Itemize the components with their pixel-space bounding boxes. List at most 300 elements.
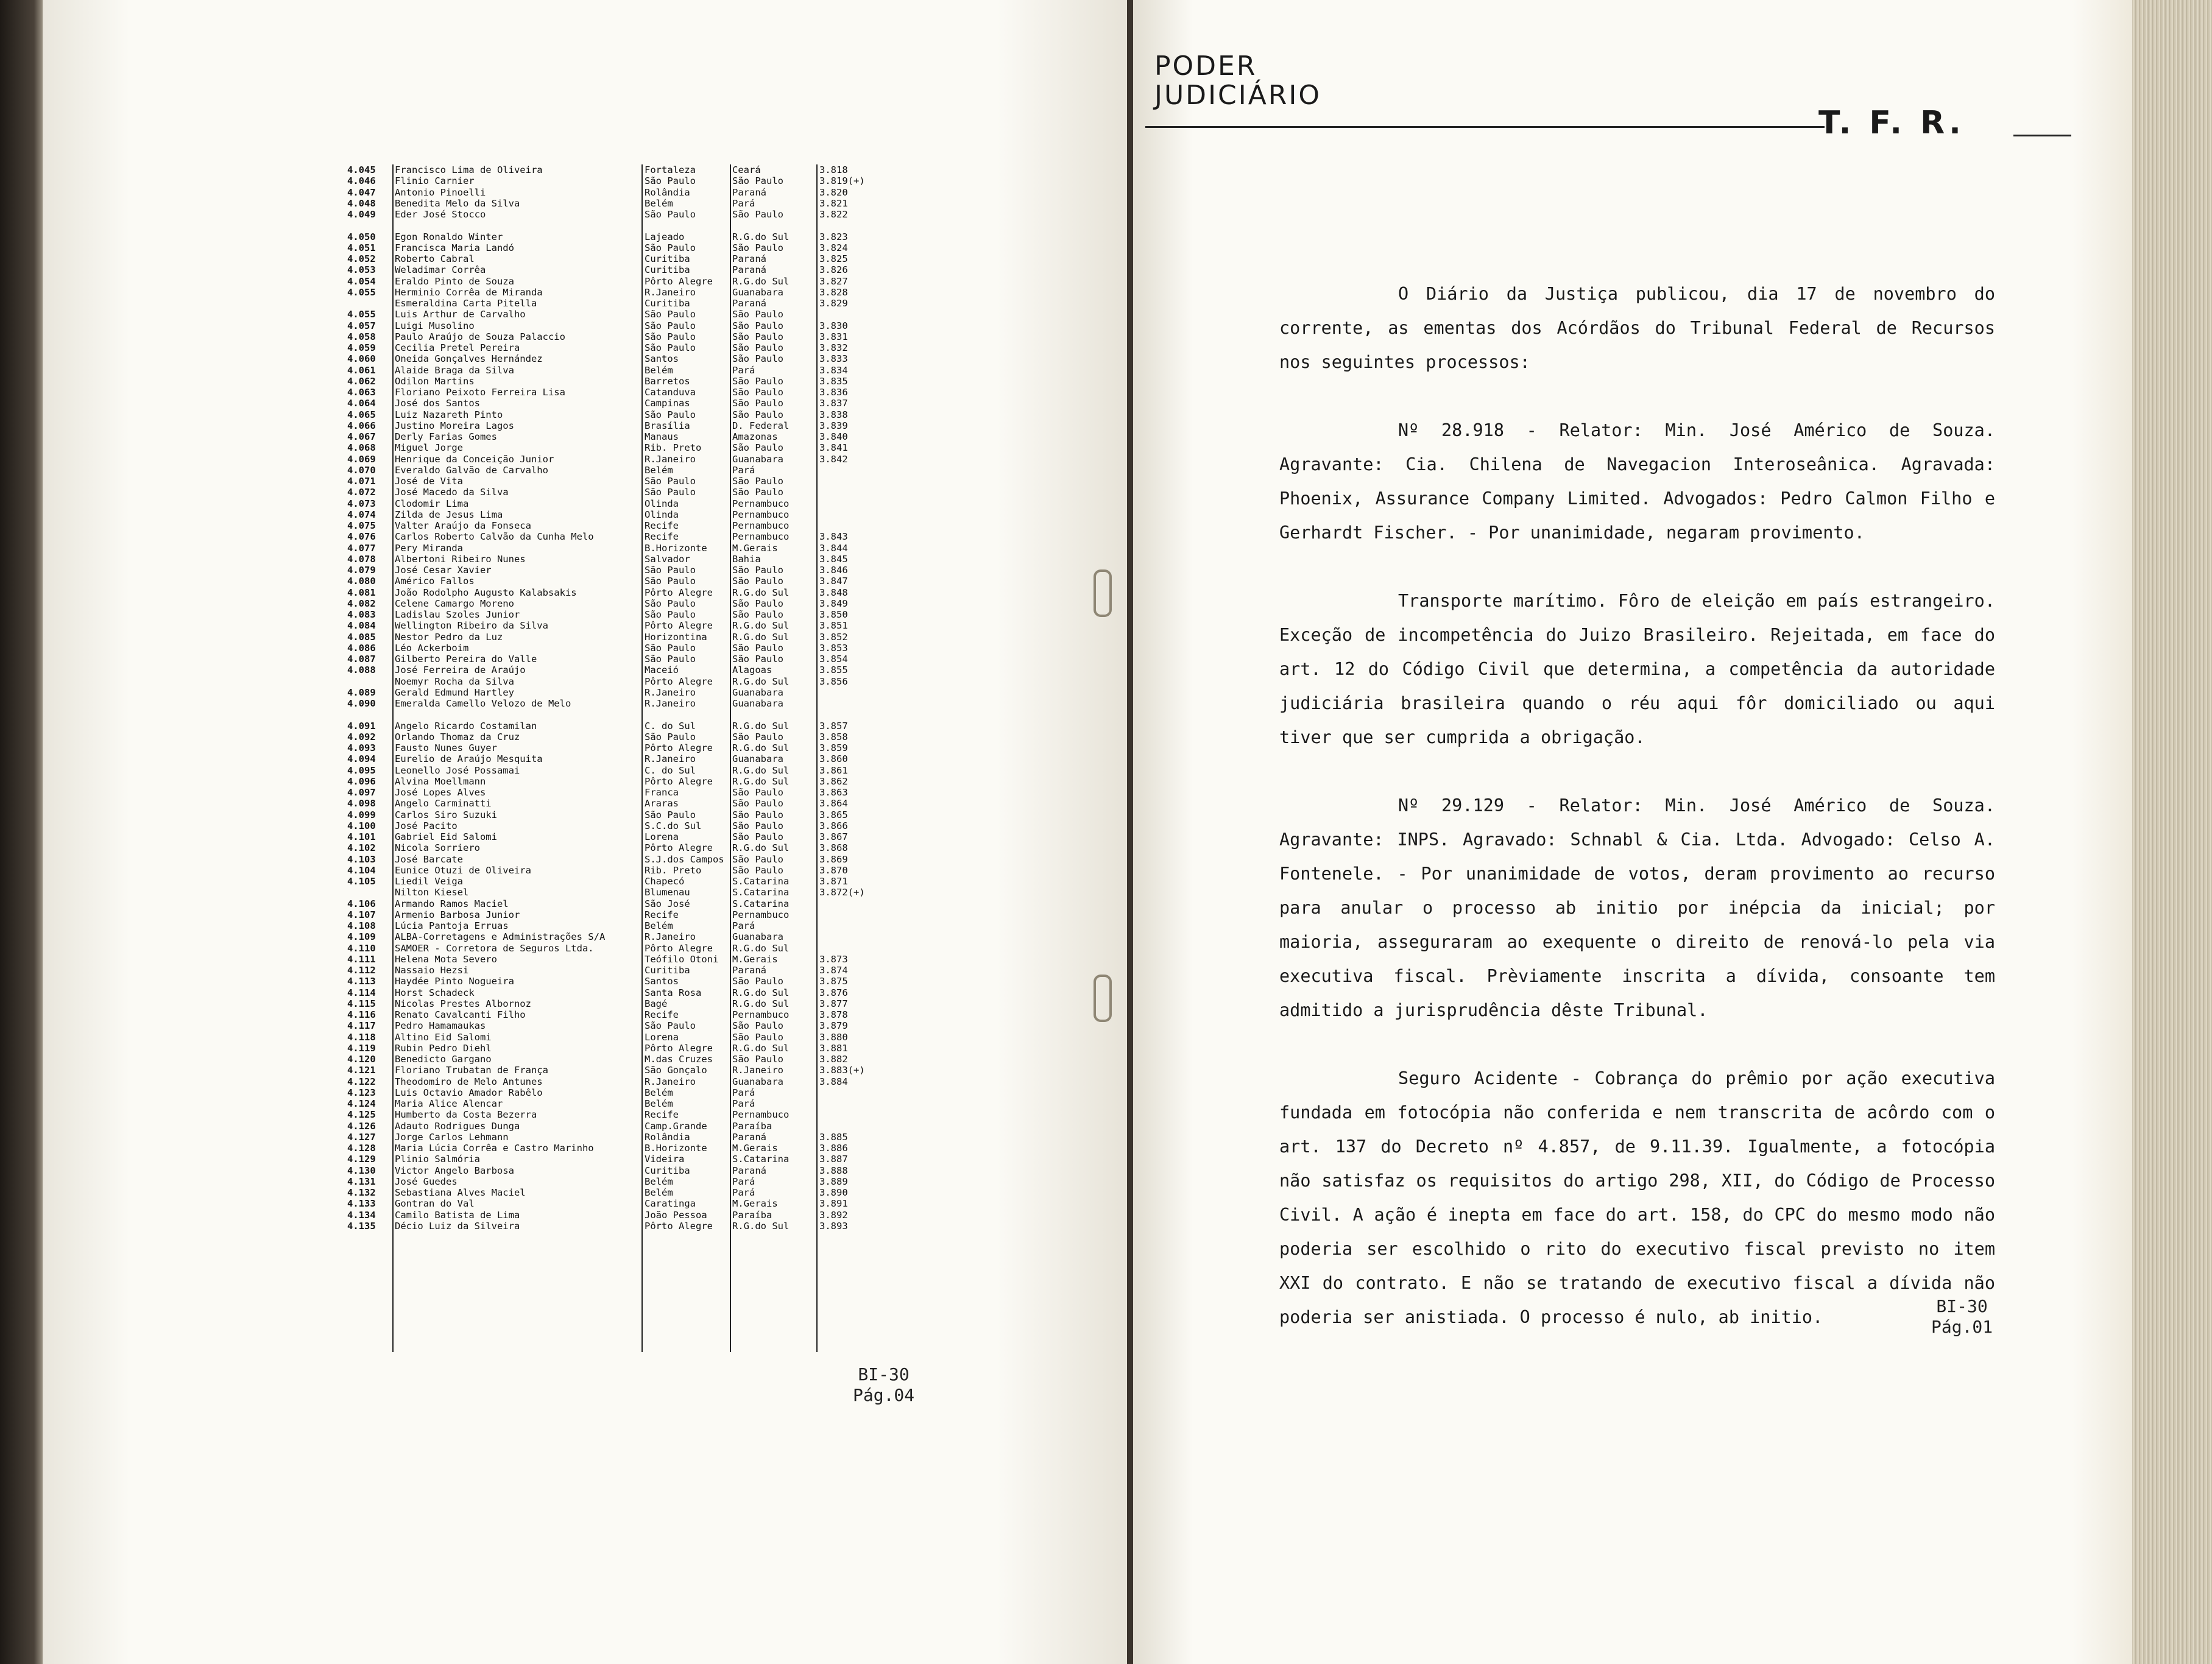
ledger-row (347, 820, 883, 831)
ledger-row (347, 420, 883, 431)
entry-code: 3.859 (819, 742, 848, 753)
entry-number: 4.128 (347, 1143, 376, 1154)
ledger-row (347, 276, 883, 287)
entry-city: Santa Rosa (645, 987, 702, 998)
entry-code: 3.860 (819, 753, 848, 765)
entry-city: B.Horizonte (645, 542, 707, 554)
ledger-row (347, 654, 883, 665)
entry-number: 4.077 (347, 542, 376, 554)
ledger-row (347, 1132, 883, 1143)
ledger-row (347, 965, 883, 976)
entry-state: São Paulo (732, 787, 783, 798)
entry-state: São Paulo (732, 342, 783, 353)
ledger-row (347, 687, 883, 698)
entry-name: Jorge Carlos Lehmann (395, 1131, 509, 1143)
ledger-row (347, 1020, 883, 1031)
entry-code: 3.863 (819, 787, 848, 798)
ledger-row (347, 398, 883, 409)
entry-code: 3.846 (819, 565, 848, 576)
ledger-row (347, 776, 883, 787)
entry-code: 3.847 (819, 576, 848, 587)
ledger-row (347, 954, 883, 965)
ledger-row (347, 209, 883, 220)
ledger-row (347, 732, 883, 742)
entry-state: São Paulo (732, 976, 783, 987)
entry-city: São Paulo (645, 409, 696, 420)
entry-number: 4.115 (347, 998, 376, 1009)
header-title (1154, 52, 1321, 110)
entry-name: Luis Octavio Amador Rabêlo (395, 1087, 543, 1098)
entry-number: 4.071 (347, 476, 376, 487)
ledger-row (347, 164, 883, 175)
entry-state: R.G.do Sul (732, 775, 790, 787)
entry-number: 4.079 (347, 565, 376, 576)
entry-code: 3.854 (819, 654, 848, 665)
entry-state: R.G.do Sul (732, 942, 790, 954)
entry-city: Salvador (645, 553, 690, 565)
entry-number: 4.061 (347, 364, 376, 376)
ledger-row (347, 331, 883, 342)
entry-name: Altino Eid Salomi (395, 1031, 492, 1043)
entry-number: 4.109 (347, 931, 376, 943)
entry-city: R.Janeiro (645, 453, 696, 465)
entry-state: Paraná (732, 965, 766, 976)
entry-state: Pará (732, 364, 755, 376)
ledger-row (347, 387, 883, 398)
entry-name: Theodomiro de Melo Antunes (395, 1076, 543, 1087)
entry-name: Rubin Pedro Diehl (395, 1042, 492, 1054)
entry-state: Pernambuco (732, 509, 790, 520)
entry-name: Helena Mota Severo (395, 953, 497, 965)
body-text (1279, 277, 1995, 1369)
entry-name: Ladislau Szoles Junior (395, 609, 520, 620)
entry-city: R.Janeiro (645, 286, 696, 298)
entry-state: Guanabara (732, 453, 783, 465)
entry-code: 3.882 (819, 1054, 848, 1065)
entry-name: Angelo Carminatti (395, 798, 492, 809)
entry-number: 4.135 (347, 1220, 376, 1232)
ledger-row (347, 1210, 883, 1221)
entry-code: 3.835 (819, 375, 848, 387)
entry-name: Sebastiana Alves Maciel (395, 1187, 526, 1198)
entry-name: Wellington Ribeiro da Silva (395, 620, 548, 632)
entry-city: Fortaleza (645, 164, 696, 175)
entry-code: 3.851 (819, 620, 848, 632)
entry-code: 3.864 (819, 798, 848, 809)
ledger-row (347, 543, 883, 554)
entry-state: São Paulo (732, 731, 783, 742)
ledger-row (347, 1076, 883, 1087)
entry-code: 3.868 (819, 842, 848, 854)
entry-state: São Paulo (732, 209, 783, 220)
entry-number: 4.064 (347, 398, 376, 409)
ledger-row (347, 787, 883, 798)
entry-name: Nestor Pedro da Luz (395, 631, 503, 643)
entry-name: Egon Ronaldo Winter (395, 231, 503, 242)
ledger-row (347, 943, 883, 954)
entry-city: São Paulo (645, 342, 696, 353)
entry-code: 3.831 (819, 331, 848, 342)
entry-state: Pará (732, 920, 755, 931)
entry-state: D. Federal (732, 420, 790, 431)
entry-code: 3.833 (819, 353, 848, 365)
entry-name: Noemyr Rocha da Silva (395, 675, 514, 687)
entry-name: José Macedo da Silva (395, 487, 509, 498)
entry-city: Barretos (645, 375, 690, 387)
ledger-row (347, 753, 883, 764)
entry-name: Haydée Pinto Nogueira (395, 976, 514, 987)
entry-number: 4.104 (347, 864, 376, 876)
entry-state: Paraná (732, 264, 766, 276)
header-rule-end (2013, 135, 2071, 136)
ledger-row (347, 887, 883, 898)
entry-name: Armenio Barbosa Junior (395, 909, 520, 920)
entry-code: 3.887 (819, 1154, 848, 1165)
entry-name: Benedicto Gargano (395, 1054, 492, 1065)
entry-name: Francisco Lima de Oliveira (395, 164, 543, 175)
entry-name: Zilda de Jesus Lima (395, 509, 503, 520)
entry-name: Francisca Maria Landó (395, 242, 514, 253)
entry-number: 4.075 (347, 520, 376, 531)
ledger-row (347, 220, 883, 231)
entry-state: R.G.do Sul (732, 720, 790, 732)
entry-name: Décio Luiz da Silveira (395, 1220, 520, 1232)
ledger-row (347, 565, 883, 576)
entry-city: Teófilo Otoni (645, 953, 719, 965)
ledger-row (347, 643, 883, 654)
entry-code: 3.865 (819, 809, 848, 820)
staple-icon (1094, 975, 1112, 1022)
entry-state: São Paulo (732, 409, 783, 420)
entry-state: Pernambuco (732, 1109, 790, 1121)
entry-number: 4.125 (347, 1109, 376, 1121)
entry-state: São Paulo (732, 242, 783, 253)
ledger-row (347, 1087, 883, 1098)
entry-number: 4.053 (347, 264, 376, 276)
ledger-row (347, 1187, 883, 1198)
entry-code: 3.892 (819, 1209, 848, 1221)
entry-city: R.Janeiro (645, 686, 696, 698)
entry-number: 4.091 (347, 720, 376, 732)
entry-state: M.Gerais (732, 1143, 778, 1154)
entry-state: São Paulo (732, 853, 783, 865)
entry-code: 3.890 (819, 1187, 848, 1198)
entry-number: 4.096 (347, 775, 376, 787)
entry-number: 4.100 (347, 820, 376, 831)
entry-name: Eraldo Pinto de Souza (395, 275, 514, 287)
entry-state: R.G.do Sul (732, 587, 790, 598)
entry-city: M.das Cruzes (645, 1054, 713, 1065)
entry-city: S.J.dos Campos (645, 853, 724, 865)
entry-city: Rolândia (645, 186, 690, 198)
entry-city: Catanduva (645, 387, 696, 398)
entry-number: 4.111 (347, 953, 376, 965)
ledger-row (347, 1098, 883, 1109)
entry-name: Derly Farias Gomes (395, 431, 497, 442)
entry-code: 3.829 (819, 298, 848, 309)
entry-name: Gontran do Val (395, 1198, 475, 1210)
entry-state: Paraná (732, 1165, 766, 1176)
entry-code: 3.866 (819, 820, 848, 831)
entry-state: R.G.do Sul (732, 620, 790, 632)
ledger-row (347, 620, 883, 631)
entry-number: 4.134 (347, 1209, 376, 1221)
entry-city: Belém (645, 464, 673, 476)
entry-city: Chapecó (645, 876, 685, 887)
entry-city: Santos (645, 976, 679, 987)
entry-name: Albertoni Ribeiro Nunes (395, 553, 526, 565)
entry-name: Floriano Peixoto Ferreira Lisa (395, 387, 565, 398)
entry-name: Clodomir Lima (395, 498, 469, 509)
entry-name: Alaide Braga da Silva (395, 364, 514, 376)
entry-code: 3.891 (819, 1198, 848, 1210)
entry-name: Antonio Pinoelli (395, 186, 486, 198)
entry-city: Curitiba (645, 965, 690, 976)
entry-state: São Paulo (732, 375, 783, 387)
entry-number: 4.073 (347, 498, 376, 509)
ledger-row (347, 698, 883, 709)
entry-state: São Paulo (732, 864, 783, 876)
entry-number: 4.101 (347, 831, 376, 842)
entry-name: José Barcate (395, 853, 463, 865)
bulletin-number: BI-30 (858, 1364, 910, 1384)
entry-name: Justino Moreira Lagos (395, 420, 514, 431)
entry-name: Roberto Cabral (395, 253, 475, 264)
entry-city: Maceió (645, 665, 679, 676)
entry-number: 4.054 (347, 275, 376, 287)
paragraph: O Diário da Justiça publicou, dia 17 de novembro do corrente, as ementas dos Acórdãos do Tribunal Federal de Recursos nos seguintes processos: (1279, 284, 1995, 372)
ledger-row (347, 842, 883, 853)
entry-number: 4.078 (347, 553, 376, 565)
entry-name: Oneida Gonçalves Hernández (395, 353, 543, 365)
entry-city: São Paulo (645, 476, 696, 487)
entry-state: São Paulo (732, 831, 783, 842)
entry-state: São Paulo (732, 353, 783, 365)
entry-city: Franca (645, 787, 679, 798)
entry-state: R.G.do Sul (732, 231, 790, 242)
entry-name: ALBA-Corretagens e Administrações S/A (395, 931, 606, 943)
entry-number: 4.081 (347, 587, 376, 598)
entry-state: São Paulo (732, 309, 783, 320)
entry-code: 3.849 (819, 598, 848, 609)
ledger-row (347, 198, 883, 209)
entry-name: Nicola Sorriero (395, 842, 480, 854)
entry-code: 3.855 (819, 665, 848, 676)
entry-city: C. do Sul (645, 764, 696, 776)
entry-code: 3.867 (819, 831, 848, 842)
entry-city: São Paulo (645, 487, 696, 498)
entry-code: 3.862 (819, 775, 848, 787)
entry-city: Curitiba (645, 298, 690, 309)
entry-city: R.Janeiro (645, 1076, 696, 1087)
ledger-row (347, 854, 883, 865)
entry-state: Guanabara (732, 686, 783, 698)
entry-name: Fausto Nunes Guyer (395, 742, 497, 753)
entry-state: S.Catarina (732, 898, 790, 909)
entry-name: Armando Ramos Maciel (395, 898, 509, 909)
entry-state: São Paulo (732, 476, 783, 487)
entry-name: Gabriel Eid Salomi (395, 831, 497, 842)
entry-name: Angelo Ricardo Costamilan (395, 720, 537, 732)
entry-state: São Paulo (732, 809, 783, 820)
entry-code: 3.886 (819, 1143, 848, 1154)
entry-city: Belém (645, 1087, 673, 1098)
ledger-row (347, 554, 883, 565)
entry-number: 4.052 (347, 253, 376, 264)
entry-state: São Paulo (732, 1031, 783, 1043)
entry-code: 3.880 (819, 1031, 848, 1043)
entry-number: 4.121 (347, 1065, 376, 1076)
page-edges (2132, 0, 2212, 1664)
entry-city: São Paulo (645, 809, 696, 820)
entry-state: São Paulo (732, 609, 783, 620)
entry-name: Celene Camargo Moreno (395, 598, 514, 609)
entry-state: M.Gerais (732, 542, 778, 554)
entry-name: Everaldo Galvão de Carvalho (395, 464, 548, 476)
entry-city: Pôrto Alegre (645, 775, 713, 787)
entry-number: 4.116 (347, 1009, 376, 1020)
entry-city: Belém (645, 1098, 673, 1109)
entry-city: São Paulo (645, 731, 696, 742)
entry-name: Adauto Rodrigues Dunga (395, 1120, 520, 1132)
book-gutter (1127, 0, 1133, 1664)
page-number: Pág.04 (853, 1385, 915, 1405)
ledger-row (347, 509, 883, 520)
ledger-row (347, 1221, 883, 1232)
ledger-row (347, 709, 883, 720)
entry-state: Paraná (732, 1131, 766, 1143)
entry-city: Camp.Grande (645, 1120, 707, 1132)
ledger-row (347, 442, 883, 453)
entry-city: Pôrto Alegre (645, 587, 713, 598)
entry-number: 4.069 (347, 453, 376, 465)
ledger-row (347, 1143, 883, 1154)
entry-name: José dos Santos (395, 398, 480, 409)
ledger-row (347, 676, 883, 687)
ledger-row (347, 742, 883, 753)
entry-state: M.Gerais (732, 1198, 778, 1210)
entry-code: 3.832 (819, 342, 848, 353)
entry-code: 3.856 (819, 675, 848, 687)
entry-state: São Paulo (732, 642, 783, 654)
entry-city: Horizontina (645, 631, 707, 643)
ledger-row (347, 998, 883, 1009)
entry-state: S.Catarina (732, 876, 790, 887)
entry-state: Pará (732, 1176, 755, 1187)
ledger-row (347, 353, 883, 364)
entry-name: Luigi Musolino (395, 320, 475, 331)
entry-name: Renato Cavalcanti Filho (395, 1009, 526, 1020)
entry-name: Gerald Edmund Hartley (395, 686, 514, 698)
ledger-row (347, 1121, 883, 1132)
header-line-2: JUDICIÁRIO (1154, 80, 1322, 111)
entry-number: 4.088 (347, 665, 376, 676)
entry-code: 3.850 (819, 609, 848, 620)
entry-code: 3.823 (819, 231, 848, 242)
ledger-row (347, 1032, 883, 1043)
entry-code: 3.857 (819, 720, 848, 732)
entry-number: 4.124 (347, 1098, 376, 1109)
entry-code: 3.825 (819, 253, 848, 264)
entry-code: 3.888 (819, 1165, 848, 1176)
entry-state: Alagoas (732, 665, 772, 676)
entry-state: R.G.do Sul (732, 998, 790, 1009)
entry-city: B.Horizonte (645, 1143, 707, 1154)
entry-name: Floriano Trubatan de França (395, 1065, 548, 1076)
ledger-row (347, 831, 883, 842)
entry-city: Pôrto Alegre (645, 742, 713, 753)
entry-name: Horst Schadeck (395, 987, 475, 998)
entry-state: Pará (732, 1087, 755, 1098)
entry-number: 4.106 (347, 898, 376, 909)
entry-number: 4.090 (347, 698, 376, 709)
entry-name: Carlos Roberto Calvão da Cunha Melo (395, 531, 594, 543)
entry-city: Recife (645, 1109, 679, 1121)
entry-state: São Paulo (732, 487, 783, 498)
entry-code: 3.869 (819, 853, 848, 865)
entry-number: 4.065 (347, 409, 376, 420)
entry-code: 3.821 (819, 197, 848, 209)
entry-number: 4.084 (347, 620, 376, 632)
entry-name: Plinio Salmória (395, 1154, 480, 1165)
entry-number: 4.080 (347, 576, 376, 587)
entry-city: Recife (645, 1009, 679, 1020)
entry-number: 4.123 (347, 1087, 376, 1098)
entry-number: 4.092 (347, 731, 376, 742)
entry-city: Campinas (645, 398, 690, 409)
entry-city: R.Janeiro (645, 698, 696, 709)
ledger-row (347, 1165, 883, 1176)
entry-name: Valter Araújo da Fonseca (395, 520, 531, 531)
entry-city: São Paulo (645, 242, 696, 253)
entry-number: 4.072 (347, 487, 376, 498)
entry-city: São Paulo (645, 576, 696, 587)
entry-number: 4.089 (347, 686, 376, 698)
entry-name: Herminio Corrêa de Miranda (395, 286, 543, 298)
paragraph: Transporte marítimo. Fôro de eleição em país estrangeiro. Exceção de incompetência do Juizo Brasileiro. Rejeitada, em face do art. 12 do Código Civil que determina, a competência da autoridade judiciária brasileira quando o réu aqui fôr domiciliado ou aqui tiver que ser cumprida a obrigação. (1279, 591, 1995, 747)
header-rule (1145, 126, 1825, 128)
entry-city: R.Janeiro (645, 931, 696, 943)
entry-number: 4.114 (347, 987, 376, 998)
entry-number: 4.051 (347, 242, 376, 253)
entry-city: Curitiba (645, 264, 690, 276)
entry-code: 3.844 (819, 542, 848, 554)
entry-name: Gilberto Pereira do Valle (395, 654, 537, 665)
entry-code: 3.830 (819, 320, 848, 331)
entry-code: 3.836 (819, 387, 848, 398)
ledger-row (347, 298, 883, 309)
ledger-row (347, 609, 883, 620)
entry-city: Bagé (645, 998, 668, 1009)
ledger-row (347, 920, 883, 931)
entry-number: 4.127 (347, 1131, 376, 1143)
entry-state: Pernambuco (732, 909, 790, 920)
entry-state: Pará (732, 464, 755, 476)
entry-city: São Paulo (645, 609, 696, 620)
entry-state: Bahia (732, 553, 761, 565)
ledger-row (347, 175, 883, 186)
entry-code: 3.828 (819, 286, 848, 298)
ledger-row (347, 409, 883, 420)
entry-name: Luis Arthur de Carvalho (395, 309, 526, 320)
ledger-row (347, 1198, 883, 1209)
entry-state: R.G.do Sul (732, 987, 790, 998)
entry-code: 3.842 (819, 453, 848, 465)
entry-name: Liedil Veiga (395, 876, 463, 887)
entry-state: R.G.do Sul (732, 631, 790, 643)
entry-name: Eurelio de Araújo Mesquita (395, 753, 543, 765)
ledger-row (347, 1054, 883, 1065)
